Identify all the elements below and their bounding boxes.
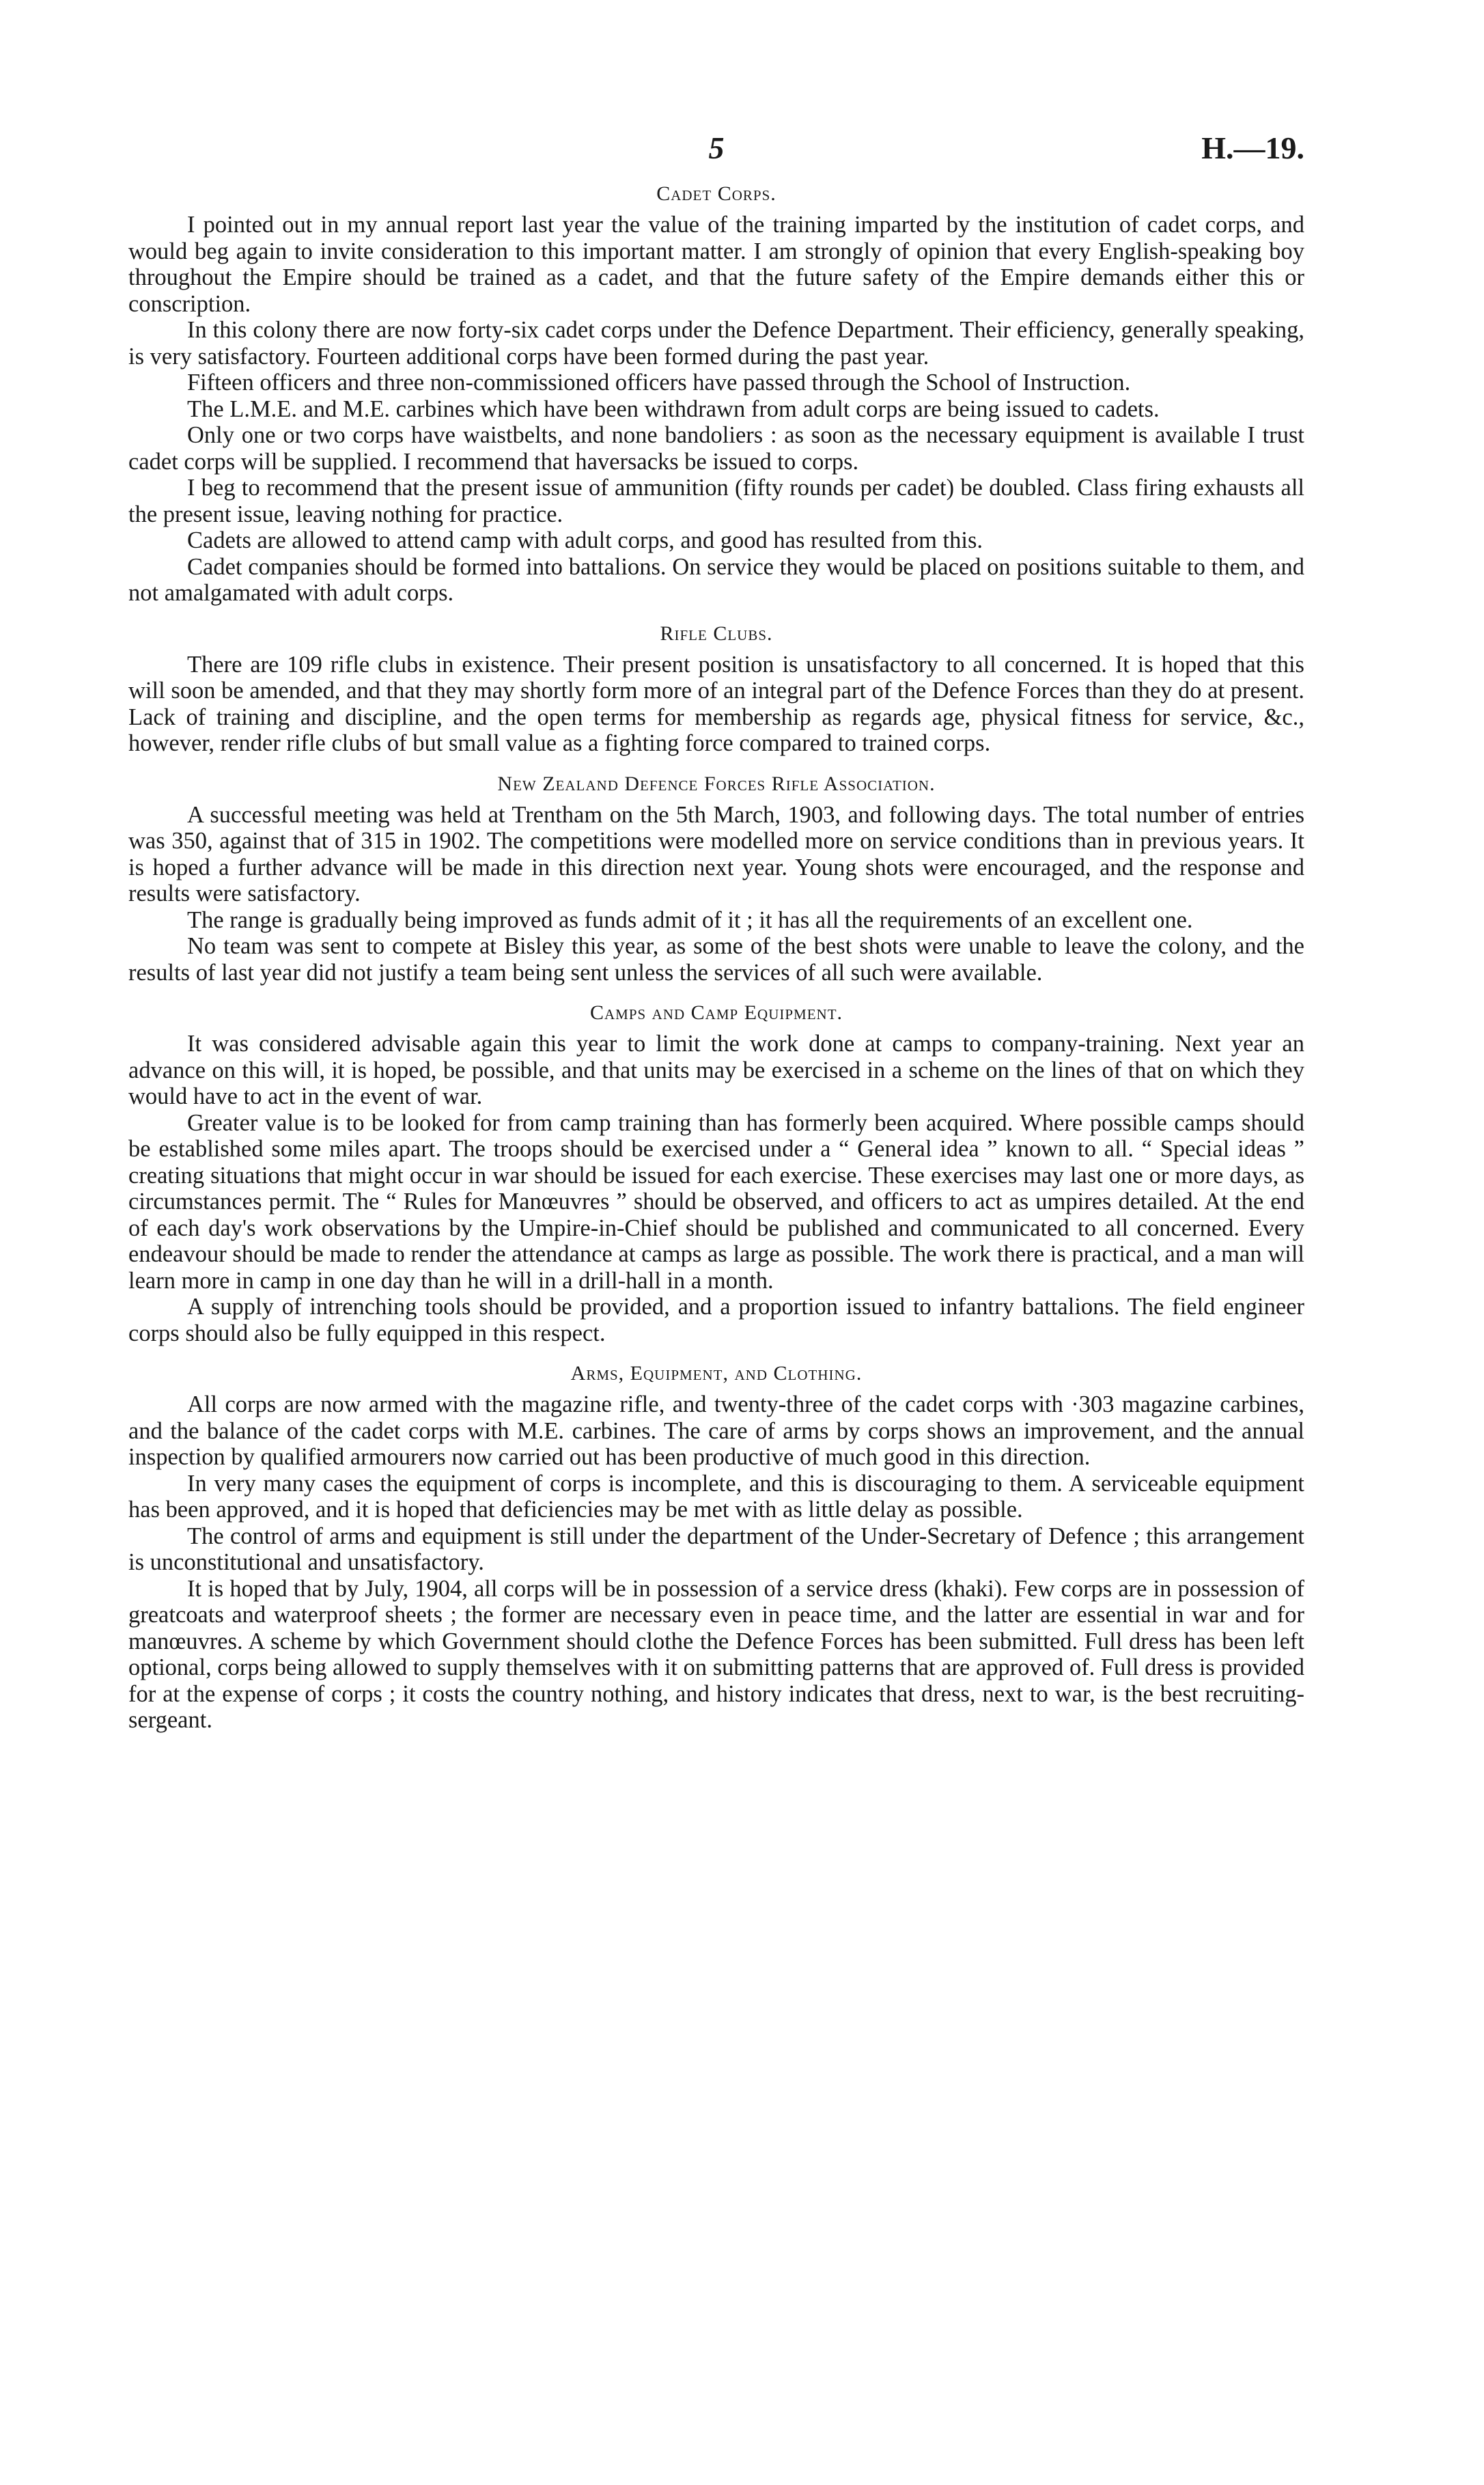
document-page (128, 102, 1304, 1734)
section-heading: Arms, Equipment, and Clothing. (570, 1362, 863, 1385)
paragraph: No team was sent to compete at Bisley this year, as some of the best shots were unable to leave the colony, and the results of last year did not justify a team being sent unless the services of all such were available. (128, 933, 1304, 986)
paragraph: Cadet companies should be formed into battalions. On service they would be placed on positions suitable to them, and not amalgamated with adult corps. (128, 553, 1304, 606)
paragraph: I pointed out in my annual report last year the value of the training imparted by the institution of cadet corps, and would beg again to invite consideration to this important matter. I am strongly of opinion that every English-speaking boy throughout the Empire should be trained as a cadet, and that the future safety of the Empire demands either this or conscription. (128, 212, 1304, 317)
document-reference: H.—19. (1201, 130, 1304, 165)
paragraph: The L.M.E. and M.E. carbines which have been withdrawn from adult corps are being issued to cadets. (187, 395, 1160, 422)
paragraph: A supply of intrenching tools should be provided, and a proportion issued to infantry battalions. The field engineer corps should also be fully equipped in this respect. (128, 1294, 1304, 1346)
section-arms-equipment-clothing (128, 1361, 1304, 1734)
section-heading: Cadet Corps. (656, 182, 776, 205)
page-number: 5 (708, 130, 725, 165)
paragraph: Fifteen officers and three non-commissioned officers have passed through the School of Instruction. (187, 370, 1131, 395)
section-heading: Rifle Clubs. (660, 622, 773, 645)
paragraph: Only one or two corps have waistbelts, and none bandoliers : as soon as the necessary equipment is available I trust cadet corps will be supplied. I recommend that haversacks be issued to corps. (128, 422, 1304, 475)
paragraph: It is hoped that by July, 1904, all corps will be in possession of a service dress (khaki). Few corps are in possession of greatcoats and waterproof sheets ; the former are necessary even in peace time, and the latter are essential in war and for manœuvres. A scheme by which Government should clothe the Defence Forces has been submitted. Full dress has been left optional, corps being allowed to supply themselves with it on submitting patterns that are approved of. Full dress is provided for at the expense of corps ; it costs the country nothing, and history indicates that dress, next to war, is the best recruiting-sergeant. (128, 1575, 1304, 1733)
paragraph: Cadets are allowed to attend camp with adult corps, and good has resulted from this. (187, 527, 983, 553)
section-heading: Camps and Camp Equipment. (589, 1001, 843, 1024)
section-rifle-association (128, 772, 1304, 986)
paragraph: All corps are now armed with the magazine rifle, and twenty-three of the cadet corps with ·303 magazine carbines, and the balance of the cadet corps with M.E. carbines. The care of arms by corps shows an improvement, and the annual inspection by qualified armourers now carried out has been productive of much good in this direction. (128, 1391, 1304, 1470)
paragraph: A successful meeting was held at Trentham on the 5th March, 1903, and following days. The total number of entries was 350, against that of 315 in 1902. The competitions were modelled more on service conditions than in previous years. It is hoped a further advance will be made in this direction next year. Young shots were encouraged, and the response and results were satisfactory. (128, 801, 1304, 906)
paragraph: The range is gradually being improved as funds admit of it ; it has all the requirements of an excellent one. (187, 906, 1193, 933)
paragraph: Greater value is to be looked for from camp training than has formerly been acquired. Where possible camps should be established some miles apart. The troops should be exercised under a “ General idea ” known to all. “ Special ideas ” creating situations that might occur in war should be issued for each exercise. These exercises may last one or more days, as circumstances permit. The “ Rules for Manœuvres ” should be observed, and officers to act as umpires detailed. At the end of each day's work observations by the Umpire-in-Chief should be published and communicated to all concerned. Every endeavour should be made to render the attendance at camps as large as possible. The work there is practical, and a man will learn more in camp in one day than he will in a drill-hall in a month. (128, 1109, 1304, 1294)
paragraph: There are 109 rifle clubs in existence. Their present position is unsatisfactory to all concerned. It is hoped that this will soon be amended, and that they may shortly form more of an integral part of the Defence Forces than they do at present. Lack of training and discipline, and the open terms for membership as regards age, physical fitness for service, &c., however, render rifle clubs of but small value as a fighting force compared to trained corps. (128, 651, 1304, 756)
page-header (128, 102, 1304, 178)
paragraph: It was considered advisable again this year to limit the work done at camps to company-training. Next year an advance on this will, it is hoped, be possible, and that units may be exercised in a scheme on the lines of that on which they would have to act in the event of war. (128, 1031, 1304, 1109)
paragraph: The control of arms and equipment is still under the department of the Under-Secretary of Defence ; this arrangement is unconstitutional and unsatisfactory. (128, 1523, 1304, 1575)
section-heading: New Zealand Defence Forces Rifle Association. (497, 772, 936, 795)
section-cadet-corps (128, 182, 1304, 607)
section-rifle-clubs (128, 622, 1304, 757)
section-camps (128, 1001, 1304, 1346)
paragraph: In very many cases the equipment of corps is incomplete, and this is discouraging to them. A serviceable equipment has been approved, and it is hoped that deficiencies may be met with as little delay as possible. (128, 1470, 1304, 1523)
paragraph: In this colony there are now forty-six cadet corps under the Defence Department. Their efficiency, generally speaking, is very satisfactory. Fourteen additional corps have been formed during the past year. (128, 317, 1304, 370)
paragraph: I beg to recommend that the present issue of ammunition (fifty rounds per cadet) be doubled. Class firing exhausts all the present issue, leaving nothing for practice. (128, 475, 1304, 527)
